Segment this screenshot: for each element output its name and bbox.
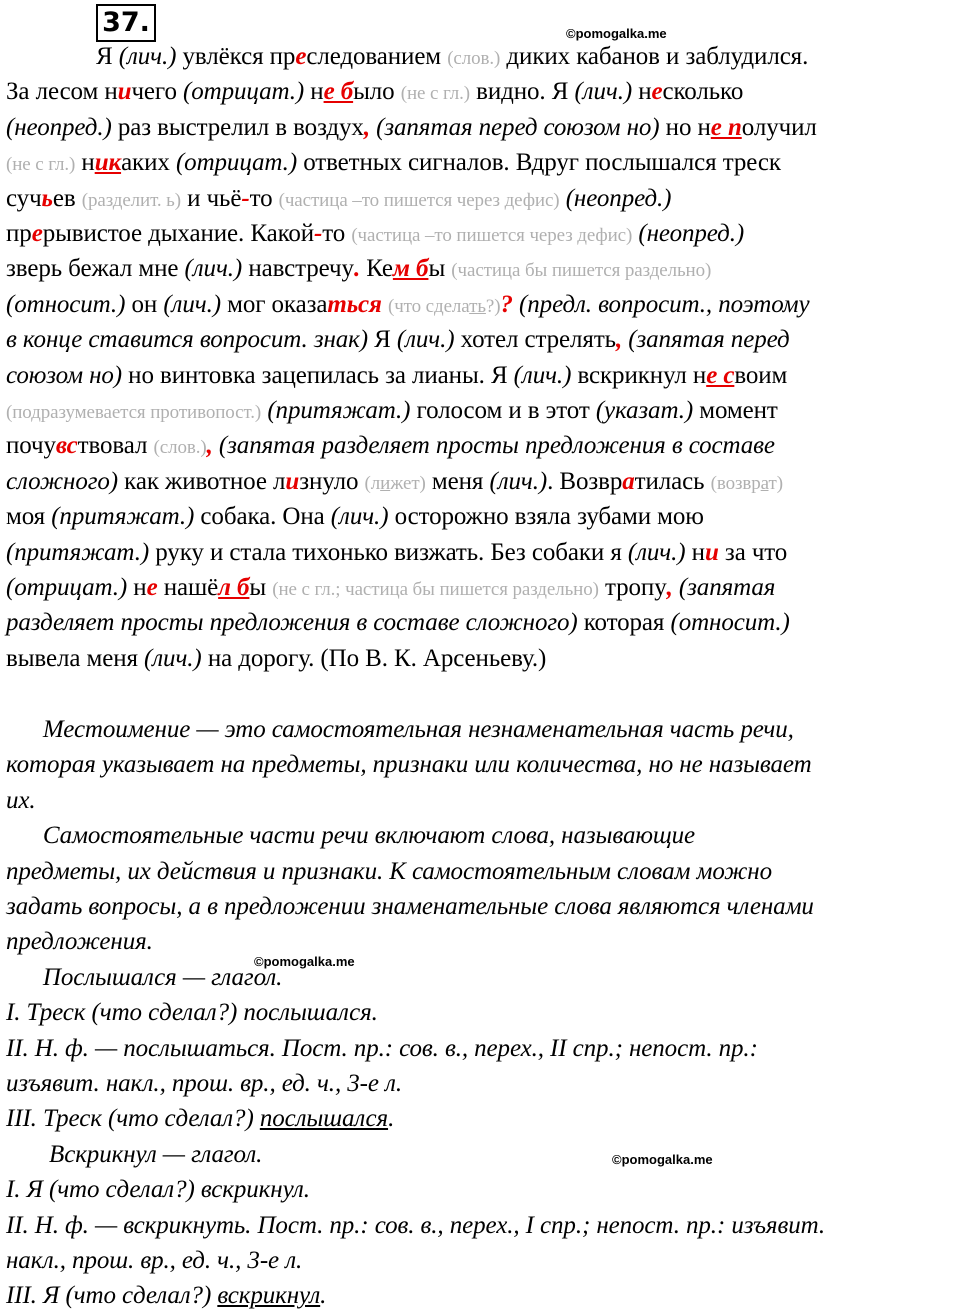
- text-segment: и: [117, 78, 132, 106]
- text-segment: в конце ставится вопросит. знак): [6, 326, 368, 354]
- text-segment: (что сдела: [387, 295, 470, 317]
- text-segment: а: [760, 472, 769, 494]
- text-segment: задать вопросы, а в предложении знаменательные слова являются членами: [6, 893, 814, 920]
- text-segment: ы: [249, 574, 273, 601]
- text-segment: -: [241, 184, 250, 212]
- text-line: [6, 113, 956, 143]
- text-segment: хотел стрелять: [454, 326, 616, 354]
- text-segment: накл., прош. вр., ед. ч., 3-е л.: [6, 1247, 303, 1274]
- analysis-line: [6, 1069, 956, 1099]
- text-segment: и: [285, 467, 300, 495]
- text-segment: но винтовка зацепилась за лианы. Я: [122, 361, 514, 389]
- text-segment: собака. Она: [194, 503, 331, 531]
- text-segment: (неопред.): [638, 220, 745, 247]
- text-segment: (притяжат.): [267, 397, 411, 424]
- text-segment: изъявит. накл., прош. вр., ед. ч., 3-е л.: [6, 1070, 402, 1097]
- text-segment: Вскрикнул — глагол.: [6, 1140, 263, 1168]
- text-segment: аких: [121, 149, 176, 177]
- text-segment: (запятая разделяет просты предложения в составе: [212, 432, 775, 460]
- text-segment: знуло: [299, 467, 365, 495]
- text-segment: и: [380, 472, 391, 494]
- text-segment: а: [622, 467, 635, 495]
- text-segment: (л: [364, 472, 381, 494]
- analysis-line: [6, 892, 956, 922]
- analysis-line: [6, 786, 956, 816]
- analysis-line: [6, 1246, 956, 1276]
- text-segment: Местоимение — это самостоятельная незнаменательная часть речи,: [6, 716, 794, 743]
- text-segment: твовал: [77, 432, 154, 460]
- text-segment: как животное л: [118, 467, 286, 495]
- text-segment: которая указывает на предметы, признаки или количества, но не называет: [6, 751, 812, 779]
- text-line: [6, 608, 956, 638]
- text-segment: (лич.): [144, 644, 202, 672]
- text-segment: раз выстрелил в воздух: [111, 113, 364, 141]
- text-segment: мог оказа: [220, 290, 328, 318]
- text-segment: м б: [392, 255, 429, 283]
- text-segment: (частица –то пишется через дефис): [351, 225, 633, 246]
- text-segment: (лич.): [627, 538, 686, 566]
- text-segment: н: [632, 78, 652, 106]
- text-segment: .: [388, 1105, 395, 1133]
- text-segment: (подразумевается противопост.): [6, 402, 262, 423]
- text-line: [6, 502, 956, 532]
- text-segment: навстречу: [242, 255, 354, 283]
- analysis-line: [6, 1281, 956, 1311]
- text-segment: видно. Я: [469, 78, 575, 106]
- text-segment: (отрицат.): [175, 149, 298, 177]
- text-segment: -: [314, 220, 323, 247]
- text-line: [6, 431, 956, 463]
- text-segment: (лич.): [184, 255, 243, 283]
- text-segment: е п: [710, 113, 742, 141]
- text-segment: (возвр: [710, 472, 761, 494]
- text-segment: вскрикнул н: [571, 361, 707, 389]
- analysis-line: [6, 857, 956, 887]
- analysis-line: [6, 963, 956, 993]
- text-segment: (лич.): [513, 361, 572, 389]
- text-segment: (не с гл.): [6, 154, 76, 176]
- text-segment: и чьё: [180, 184, 242, 212]
- text-segment: ,: [615, 326, 623, 354]
- text-segment: следованием: [306, 43, 448, 70]
- analysis-line: [6, 1140, 956, 1170]
- text-segment: ,: [363, 113, 370, 141]
- text-line: [6, 573, 956, 605]
- text-segment: ?): [485, 295, 501, 317]
- text-segment: (лич.): [118, 43, 177, 70]
- text-segment: то: [249, 184, 279, 212]
- text-segment: момент: [693, 397, 778, 424]
- text-segment: (слов.): [153, 437, 207, 459]
- text-segment: (разделит. ь): [81, 189, 181, 211]
- text-line: [96, 42, 956, 74]
- text-segment: вскрикнул: [217, 1282, 321, 1310]
- text-segment: (притяжат.): [51, 503, 195, 531]
- text-segment: (отрицат.): [6, 574, 128, 601]
- text-segment: . Возвр: [547, 467, 623, 495]
- text-segment: вс: [55, 432, 78, 460]
- analysis-line: [6, 750, 956, 780]
- text-segment: е: [146, 574, 158, 601]
- text-segment: и: [704, 538, 719, 566]
- text-line: [6, 148, 956, 180]
- text-segment: на дорогу. (По В. К. Арсеньеву.): [201, 644, 547, 672]
- text-line: [6, 325, 956, 355]
- text-segment: их.: [6, 786, 36, 814]
- exercise-number: 37.: [96, 4, 156, 42]
- text-segment: (не с гл.): [400, 83, 470, 105]
- text-line: [6, 361, 956, 391]
- text-segment: ы: [428, 255, 452, 283]
- text-segment: I. Треск (что сделал?) послышался.: [6, 999, 378, 1027]
- text-segment: ть: [469, 295, 486, 317]
- text-line: [6, 467, 956, 499]
- text-segment: II. Н. ф. — вскрикнуть. Пост. пр.: сов. в., перех., I спр.; непост. пр.: изъявит.: [6, 1211, 826, 1239]
- analysis-line: [6, 1175, 956, 1205]
- text-segment: рывистое дыхание. Какой: [42, 220, 315, 247]
- text-segment: предложения.: [6, 928, 153, 956]
- text-segment: Я: [368, 326, 397, 354]
- text-line: [6, 644, 956, 674]
- text-segment: (лич.): [330, 503, 389, 531]
- text-segment: (притяжат.): [6, 538, 150, 566]
- text-segment: то: [322, 220, 352, 247]
- text-segment: ,: [666, 574, 673, 601]
- text-segment: почу: [6, 432, 56, 460]
- text-segment: н: [304, 78, 324, 106]
- text-line: [6, 538, 956, 568]
- text-segment: (лич.): [396, 326, 455, 354]
- analysis-line: [6, 1034, 956, 1064]
- watermark: ©pomogalka.me: [566, 26, 667, 41]
- text-segment: послышался: [259, 1105, 389, 1133]
- analysis-line: [6, 927, 956, 957]
- text-segment: (лич.): [489, 467, 548, 495]
- text-segment: разделяет просты предложения в составе сложного): [6, 609, 578, 637]
- text-segment: осторожно взяла зубами мою: [388, 503, 704, 531]
- text-segment: воим: [734, 361, 788, 389]
- text-segment: н: [685, 538, 705, 566]
- text-segment: которая: [577, 609, 671, 637]
- text-segment: е с: [706, 361, 735, 389]
- text-segment: голосом и в этот: [410, 397, 596, 424]
- text-segment: III. Треск (что сделал?): [6, 1105, 260, 1133]
- text-segment: зверь бежал мне: [6, 255, 185, 283]
- text-segment: (отрицат.): [183, 78, 305, 106]
- text-segment: II. Н. ф. — послышаться. Пост. пр.: сов. в., перех., II спр.; непост. пр.:: [6, 1034, 758, 1062]
- text-segment: т): [768, 472, 783, 494]
- text-segment: (относит.): [670, 609, 790, 637]
- text-segment: ев: [52, 184, 82, 212]
- text-segment: (неопред.): [565, 184, 672, 212]
- text-segment: ыло: [353, 78, 401, 106]
- text-segment: (запятая перед: [622, 326, 790, 354]
- text-segment: ь: [41, 184, 53, 212]
- text-segment: н: [127, 574, 147, 601]
- text-segment: увлёкся пр: [176, 43, 296, 70]
- text-segment: (запятая: [672, 574, 776, 601]
- text-segment: н: [75, 149, 95, 177]
- text-segment: (не с гл.; частица бы пишется раздельно): [272, 579, 599, 600]
- text-segment: но н: [659, 113, 711, 141]
- text-segment: суч: [6, 184, 42, 212]
- text-segment: .: [353, 255, 361, 283]
- text-segment: (частица бы пишется раздельно): [451, 260, 712, 282]
- text-segment: (слов.): [447, 48, 501, 69]
- text-line: [6, 396, 956, 428]
- text-segment: (относит.): [6, 290, 126, 318]
- text-segment: тилась: [634, 467, 711, 495]
- text-segment: (неопред.): [6, 113, 112, 141]
- text-segment: за что: [718, 538, 788, 566]
- text-line: [6, 77, 956, 109]
- text-segment: I. Я (что сделал?) вскрикнул.: [6, 1176, 310, 1204]
- analysis-line: [6, 821, 956, 851]
- text-segment: чего: [131, 78, 184, 106]
- text-segment: III. Я (что сделал?): [6, 1282, 218, 1310]
- text-segment: предметы, их действия и признаки. К самостоятельным словам можно: [6, 857, 773, 885]
- text-segment: нашё: [157, 574, 219, 601]
- text-segment: е: [295, 43, 307, 70]
- text-line: [6, 254, 956, 286]
- text-segment: руку и стала тихонько визжать. Без собаки я: [149, 538, 628, 566]
- text-segment: моя: [6, 503, 52, 531]
- text-segment: е: [651, 78, 663, 106]
- analysis-line: [6, 1104, 956, 1134]
- text-segment: (указат.): [595, 397, 694, 424]
- text-segment: меня: [425, 467, 490, 495]
- analysis-line: [6, 998, 956, 1028]
- analysis-line: [6, 1211, 956, 1241]
- text-segment: (лич.): [163, 290, 221, 318]
- text-segment: е: [31, 220, 43, 247]
- text-segment: ответных сигналов. Вдруг послышался треск: [297, 149, 781, 177]
- text-segment: .: [320, 1282, 327, 1310]
- text-line: [6, 290, 956, 322]
- text-segment: диких кабанов и заблудился.: [500, 43, 809, 70]
- text-segment: ,: [206, 432, 213, 460]
- text-segment: л б: [218, 574, 250, 601]
- text-segment: ик: [94, 149, 122, 177]
- text-segment: сколько: [662, 78, 744, 106]
- text-line: [6, 184, 956, 216]
- text-segment: Я: [96, 43, 119, 70]
- analysis-line: [6, 715, 956, 745]
- text-segment: Самостоятельные части речи включают слова, называющие: [6, 822, 696, 850]
- text-segment: союзом но): [6, 361, 123, 389]
- text-segment: е б: [323, 78, 354, 106]
- text-segment: (предл. вопросит., поэтому: [512, 290, 810, 318]
- text-segment: (запятая перед союзом но): [369, 113, 660, 141]
- text-segment: тропу: [598, 574, 667, 601]
- text-segment: (частица –то пишется через дефис): [278, 189, 560, 211]
- text-segment: сложного): [6, 467, 119, 495]
- text-segment: он: [125, 290, 164, 318]
- text-segment: ться: [327, 290, 382, 318]
- text-segment: жет): [390, 472, 426, 494]
- text-segment: Ке: [360, 255, 393, 283]
- text-segment: вывела меня: [6, 644, 145, 672]
- text-segment: За лесом н: [6, 78, 118, 106]
- text-segment: Послышался — глагол.: [6, 963, 283, 991]
- text-segment: ?: [500, 290, 513, 318]
- text-segment: пр: [6, 220, 32, 247]
- watermark: ©pomogalka.me: [612, 1152, 713, 1167]
- watermark: ©pomogalka.me: [254, 954, 355, 969]
- text-line: [6, 219, 956, 251]
- text-segment: олучил: [741, 113, 817, 141]
- text-segment: (лич.): [574, 78, 633, 106]
